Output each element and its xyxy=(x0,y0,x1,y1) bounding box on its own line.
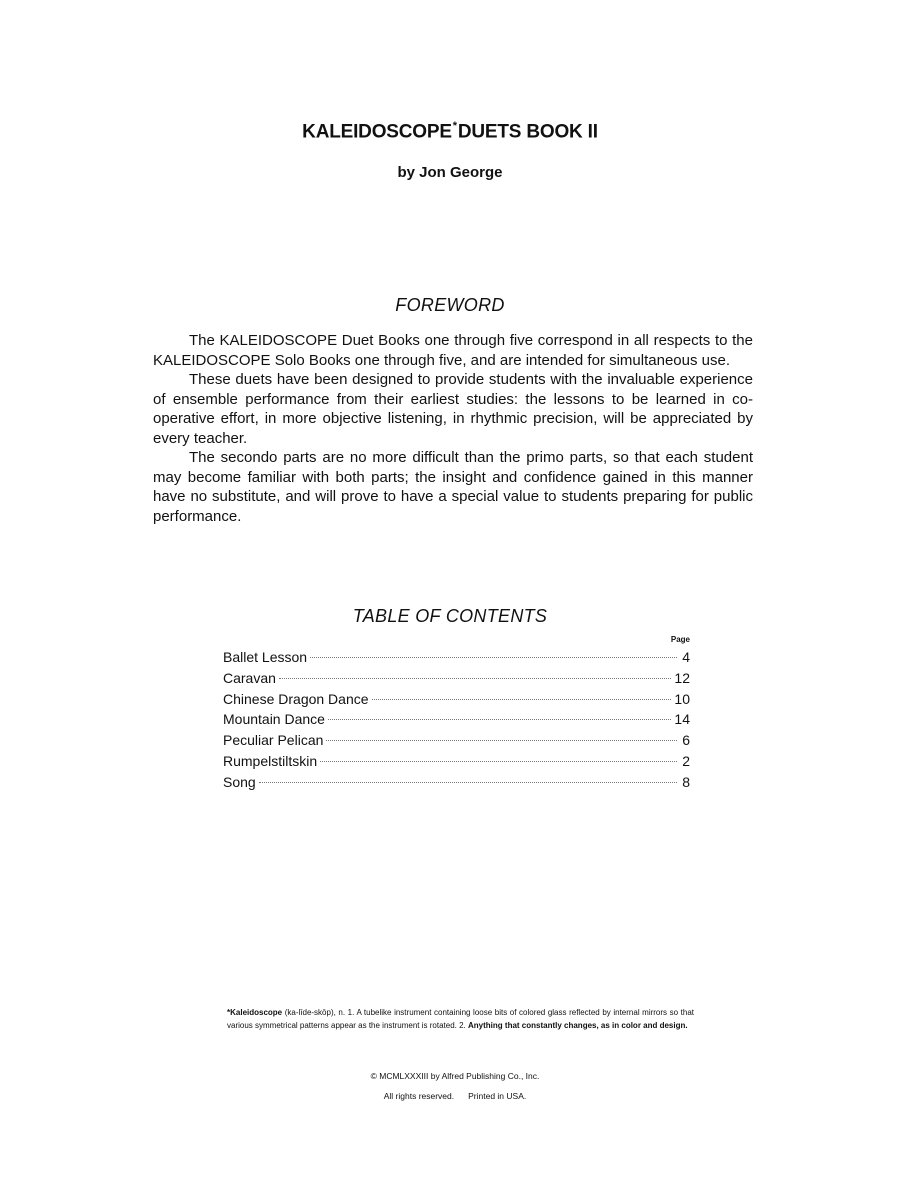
toc-entry-title: Mountain Dance xyxy=(223,711,325,728)
toc-entry xyxy=(223,772,690,793)
toc-entry-page: 12 xyxy=(674,669,690,686)
foreword-body xyxy=(153,331,753,526)
toc-entry xyxy=(223,647,690,668)
foreword-paragraph: The secondo parts are no more difficult than the primo parts, so that each student may become familiar with both parts; the insight and confidence gained in this manner have no substitute, and will prove to have a special value to students preparing for public performance. xyxy=(153,449,753,525)
footnote-text: (ka-līde-skōp), n. 1. A tubelike instrument containing loose bits of colored glass reflected by internal mirrors so that various symmetrical patterns appear as the instrument is rotated. 2. xyxy=(227,1008,694,1030)
toc-entry xyxy=(223,751,690,772)
title-rest: DUETS BOOK II xyxy=(457,121,598,143)
toc-entry xyxy=(223,709,690,730)
foreword-paragraph: These duets have been designed to provide students with the invaluable experience of ensemble performance from their earliest studies: the lessons to be learned in co-operative effort, in more objective listening, in rhythmic precision, will be appreciated by every teacher. xyxy=(153,371,753,447)
rights-line xyxy=(0,1091,900,1101)
footnote-emphasis: Anything that constantly changes, as in color and design. xyxy=(468,1021,688,1030)
foreword-paragraph: The KALEIDOSCOPE Duet Books one through five correspond in all respects to the KALEIDOSCOPE Solo Books one through five, and are intended for simultaneous use. xyxy=(153,332,753,369)
toc-leader-dots xyxy=(310,657,677,658)
title-footnote-mark: * xyxy=(452,120,457,132)
toc-entry-page: 4 xyxy=(682,649,690,665)
toc-entry-title: Chinese Dragon Dance xyxy=(223,690,369,707)
footnote-definition xyxy=(227,1006,694,1032)
toc-entry xyxy=(223,730,690,751)
toc-entry-page: 2 xyxy=(682,752,690,769)
title-main: KALEIDOSCOPE xyxy=(302,121,452,143)
printed-in: Printed in USA. xyxy=(468,1091,527,1101)
toc-entry-title: Peculiar Pelican xyxy=(223,732,324,749)
toc-entry-page: 10 xyxy=(674,690,690,707)
toc-entry-page: 8 xyxy=(682,773,690,790)
toc-entry xyxy=(223,668,690,689)
toc-leader-dots xyxy=(326,740,677,741)
footnote-term: *Kaleidoscope xyxy=(227,1008,283,1017)
book-title xyxy=(0,121,900,143)
rights-reserved: All rights reserved. xyxy=(383,1091,455,1101)
toc-page-column-label: Page xyxy=(670,635,690,644)
toc-entry-page: 14 xyxy=(674,711,690,728)
toc-entry-page: 6 xyxy=(682,732,690,749)
toc-heading: TABLE OF CONTENTS xyxy=(352,606,548,626)
table-of-contents xyxy=(223,633,690,793)
copyright-line: © MCMLXXXIII by Alfred Publishing Co., Inc. xyxy=(370,1071,540,1081)
toc-leader-dots xyxy=(259,782,677,783)
toc-entry-title: Caravan xyxy=(223,669,276,686)
author-byline: by Jon George xyxy=(397,164,503,181)
toc-leader-dots xyxy=(372,699,672,700)
toc-entry-title: Song xyxy=(223,773,256,790)
toc-entry-title: Ballet Lesson xyxy=(223,649,308,665)
toc-leader-dots xyxy=(279,678,672,679)
toc-entry-title: Rumpelstiltskin xyxy=(223,752,318,769)
foreword-heading: FOREWORD xyxy=(395,295,505,315)
toc-entry xyxy=(223,689,690,710)
toc-leader-dots xyxy=(328,719,671,720)
toc-leader-dots xyxy=(320,761,677,762)
